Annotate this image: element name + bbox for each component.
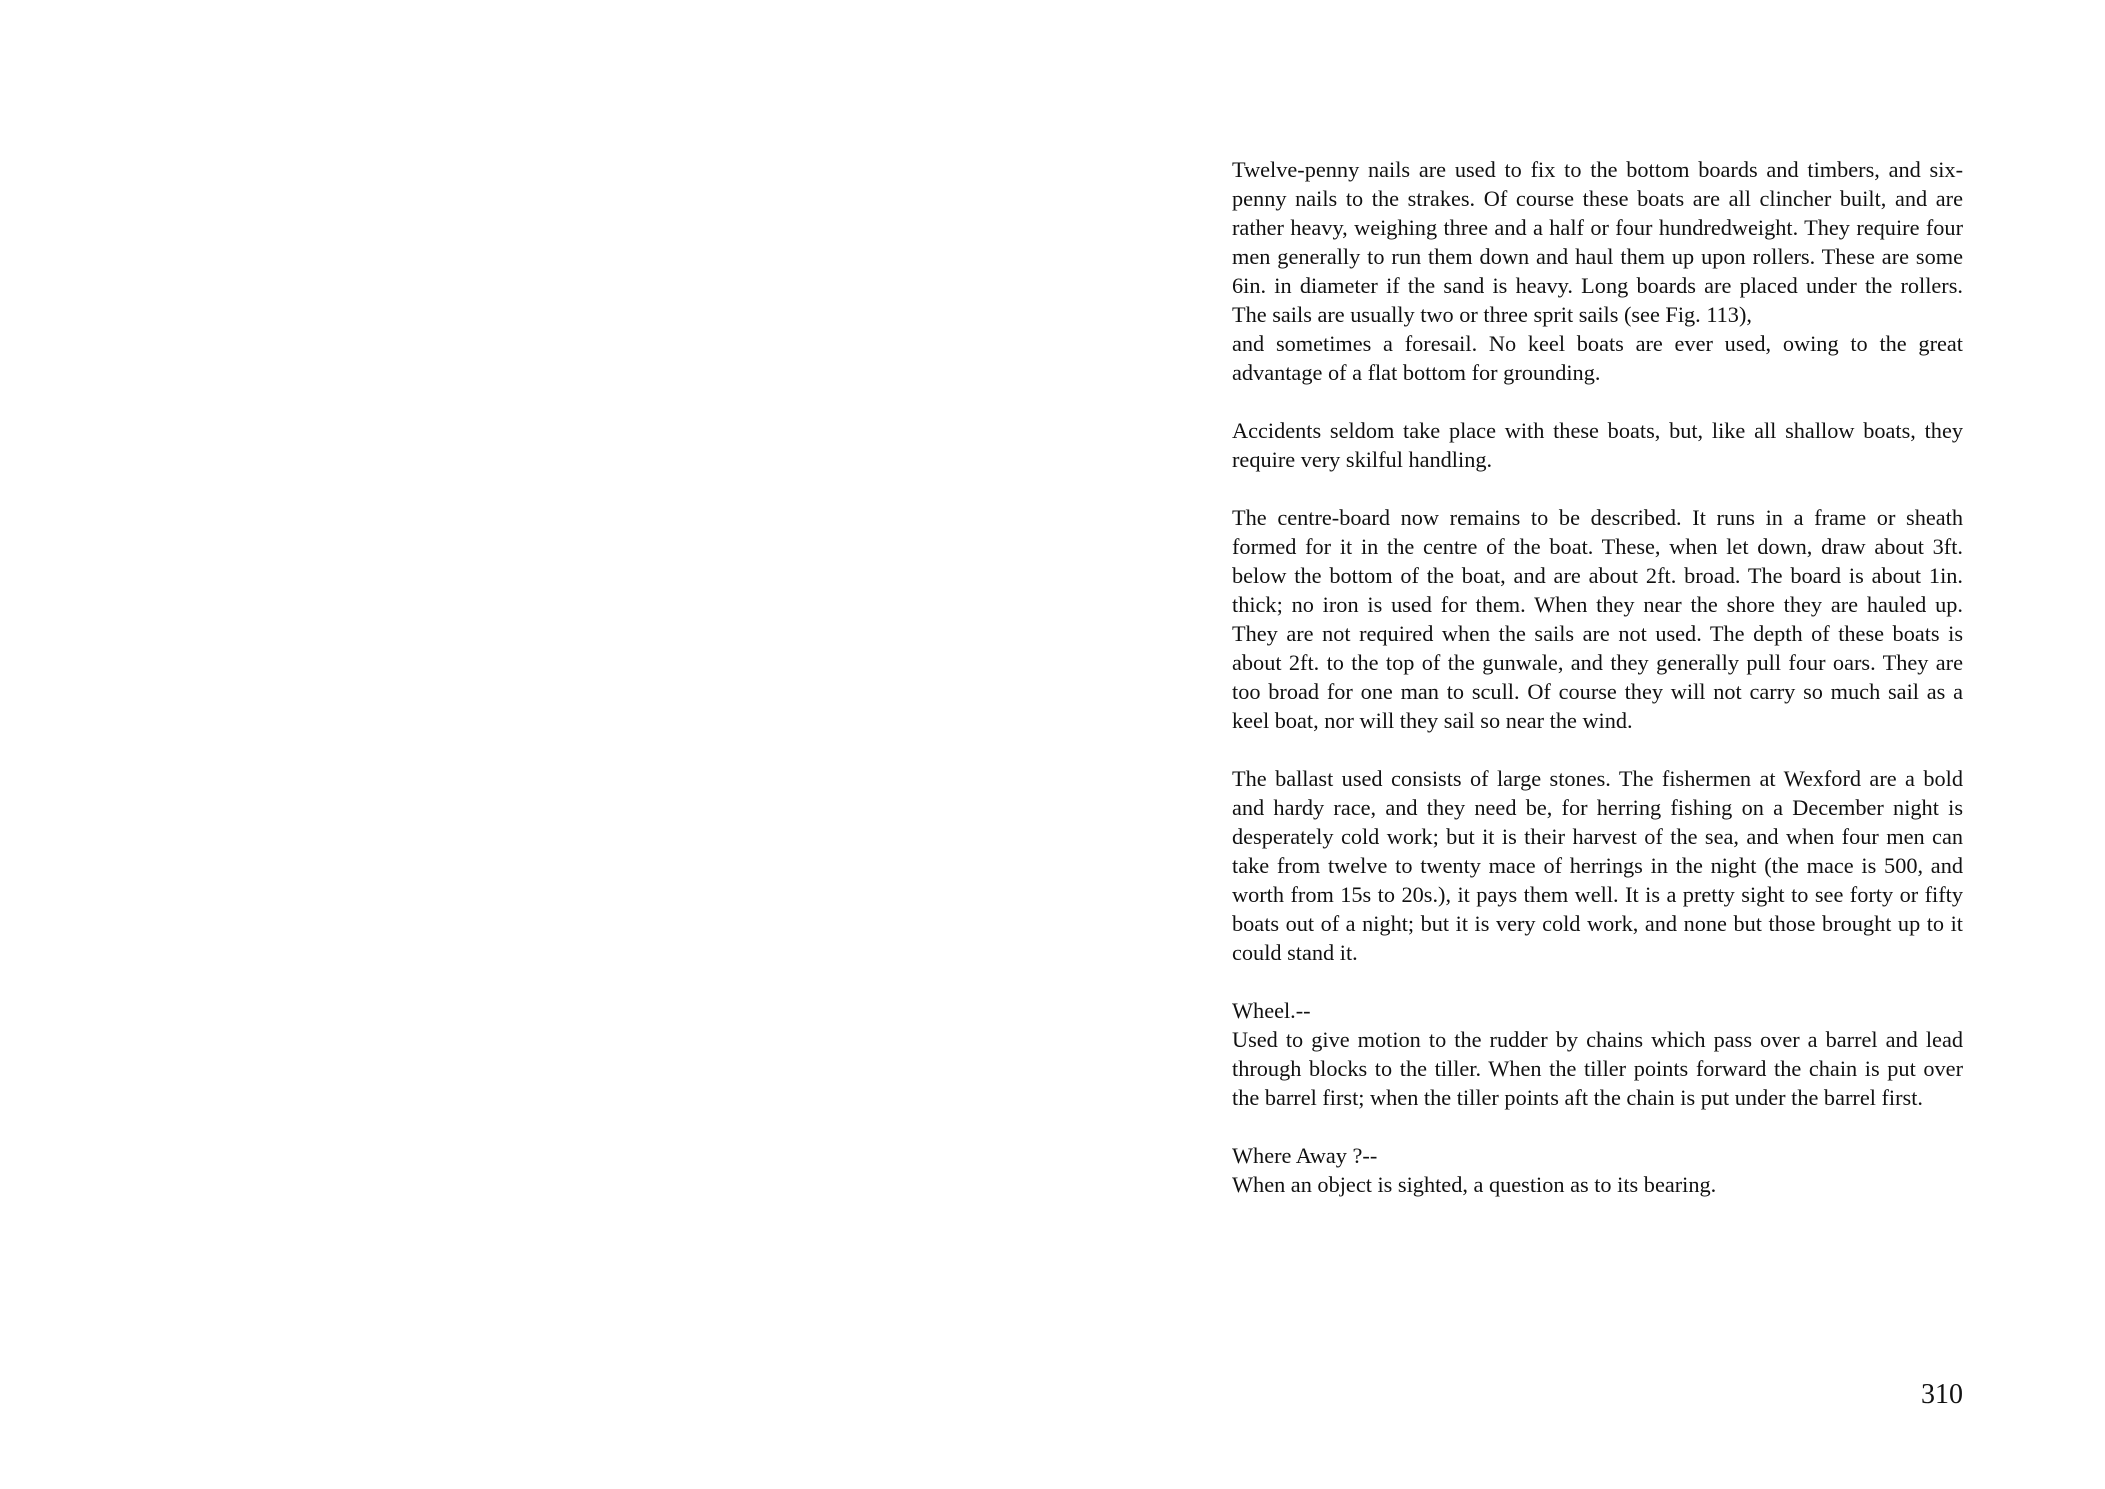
right-page xyxy=(1052,0,2105,1489)
text-line xyxy=(1232,996,1963,1112)
text-line: Accidents seldom take place with these boats, but, like all shallow boats, they require very skilful handling. xyxy=(1232,418,1963,472)
paragraph-ballast xyxy=(1232,764,1963,967)
paragraph-where-away xyxy=(1232,1141,1963,1199)
text-line: The ballast used consists of large stones. The fishermen at Wexford are a bold and hardy race, and they need be, for herring fishing on a December night is desperately cold work; but it is their harvest of the sea, and when four men can take from twelve to twenty mace of herrings in the night (the mace is 500, and worth from 15s to 20s.), it pays them well. It is a pretty sight to see forty or fifty boats out of a night; but it is very cold work, and none but those brought up to it could stand it. xyxy=(1232,766,1963,965)
text-line: Twelve-penny nails are used to fix to the bottom boards and timbers, and six-penny nails to the strakes. Of course these boats are all clincher built, and are rather heavy, weighing three and a half or four hundredweight. They require four men generally to run them down and haul them up upon rollers. These are some 6in. in diameter if the sand is heavy. Long boards are placed under the rollers. The sails are usually two or three sprit sails (see Fig. 113), and sometimes a foresail. No keel boats are ever used, owing to the great advantage of a flat bottom for grounding. xyxy=(1232,157,1963,385)
text-line: The centre-board now remains to be described. It runs in a frame or sheath formed for it in the centre of the boat. These, when let down, draw about 3ft. below the bottom of the boat, and are about 2ft. broad. The board is about 1in. thick; no iron is used for them. When they near the shore they are hauled up. They are not required when the sails are not used. The depth of these boats is about 2ft. to the top of the gunwale, and they generally pull four oars. They are too broad for one man to scull. Of course they will not carry so much sail as a keel boat, nor will they sail so near the wind. xyxy=(1232,505,1963,733)
paragraph-wheel xyxy=(1232,996,1963,1112)
entry-heading-wheel: Wheel.-- xyxy=(1232,998,1311,1023)
page-text-block xyxy=(1232,155,1963,1228)
entry-definition-wheel: Used to give motion to the rudder by chains which pass over a barrel and lead through blocks to the tiller. When the tiller points forward the chain is put over the barrel first; when the tiller points aft the chain is put under the barrel first. xyxy=(1232,1027,1963,1110)
left-page-blank xyxy=(0,0,1052,1489)
entry-heading-where-away: Where Away ?-- xyxy=(1232,1143,1378,1168)
paragraph-centre-board xyxy=(1232,503,1963,735)
paragraph-boat-construction xyxy=(1232,155,1963,387)
entry-definition-where-away: When an object is sighted, a question as to its bearing. xyxy=(1232,1172,1717,1197)
text-line xyxy=(1232,1141,1963,1199)
page-number: 310 xyxy=(1921,1379,1963,1410)
paragraph-accidents xyxy=(1232,416,1963,474)
